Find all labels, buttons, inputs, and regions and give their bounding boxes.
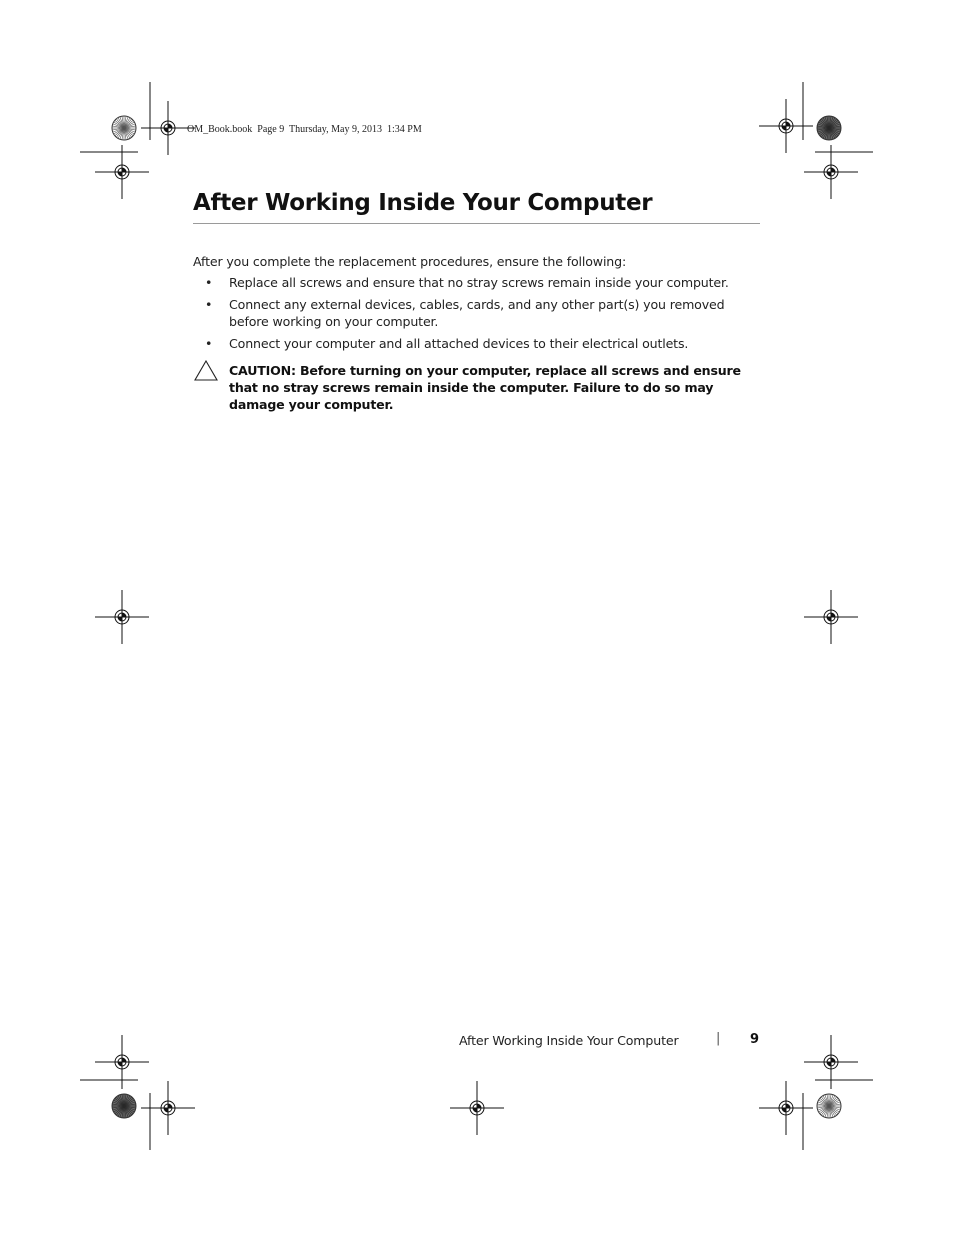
footer-separator: | — [716, 1031, 721, 1046]
page-title: After Working Inside Your Computer — [193, 190, 653, 216]
list-item-text: Connect any external devices, cables, cards, and any other part(s) you removed before working on your computer. — [229, 297, 725, 329]
footer-chapter-title: After Working Inside Your Computer — [459, 1033, 679, 1048]
bullet-icon: • — [205, 297, 213, 312]
page-number: 9 — [750, 1032, 760, 1047]
starburst-target-icon — [817, 1094, 841, 1118]
starburst-target-icon — [817, 116, 841, 140]
registration-target-icon — [759, 1081, 813, 1135]
bullet-icon: • — [205, 275, 213, 290]
registration-target-icon — [95, 590, 149, 644]
bullet-icon: • — [205, 336, 213, 351]
list-item-text: Replace all screws and ensure that no stray screws remain inside your computer. — [229, 275, 729, 290]
title-underline — [193, 223, 760, 224]
requirements-list — [193, 274, 763, 357]
print-slug-line: OM_Book.book Page 9 Thursday, May 9, 2013 1:34 PM — [187, 124, 422, 135]
list-item-text: Connect your computer and all attached devices to their electrical outlets. — [229, 336, 689, 351]
registration-target-icon — [95, 145, 149, 199]
registration-target-icon — [95, 1035, 149, 1089]
registration-target-icon — [804, 1035, 858, 1089]
starburst-target-icon — [112, 1094, 136, 1118]
caution-triangle-icon — [194, 360, 218, 381]
list-item — [193, 274, 763, 291]
list-item — [193, 335, 763, 352]
list-item — [193, 296, 763, 330]
registration-target-icon — [759, 99, 813, 153]
registration-target-icon — [804, 145, 858, 199]
registration-target-icon — [141, 1081, 195, 1135]
intro-paragraph: After you complete the replacement procedures, ensure the following: — [193, 254, 627, 269]
registration-target-icon — [804, 590, 858, 644]
starburst-target-icon — [112, 116, 136, 140]
registration-target-icon — [450, 1081, 504, 1135]
caution-note: CAUTION: Before turning on your computer, replace all screws and ensure that no stray screws remain inside the computer. Failure to do so may damage your computer. — [229, 363, 741, 412]
